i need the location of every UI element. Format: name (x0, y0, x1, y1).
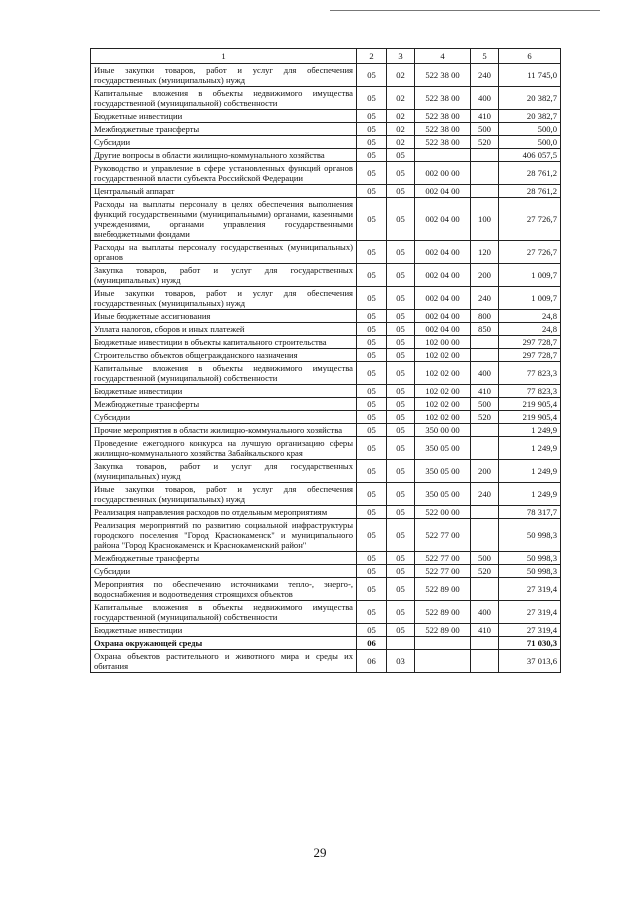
cell-name: Расходы на выплаты персоналу государственных (муниципальных) органов (91, 241, 357, 264)
cell-section: 05 (357, 460, 387, 483)
cell-subsection: 02 (387, 87, 415, 110)
cell-amount: 77 823,3 (499, 385, 561, 398)
cell-target-article: 522 77 00 (415, 519, 471, 552)
cell-section: 05 (357, 110, 387, 123)
table-row (91, 64, 561, 87)
cell-target-article: 002 04 00 (415, 287, 471, 310)
cell-section: 05 (357, 483, 387, 506)
cell-amount: 28 761,2 (499, 185, 561, 198)
cell-name: Охрана окружающей среды (91, 637, 357, 650)
table-row (91, 601, 561, 624)
cell-subsection: 05 (387, 437, 415, 460)
cell-expense-type (471, 185, 499, 198)
cell-subsection: 05 (387, 323, 415, 336)
cell-name: Уплата налогов, сборов и иных платежей (91, 323, 357, 336)
table-row (91, 149, 561, 162)
cell-subsection (387, 637, 415, 650)
cell-amount: 37 013,6 (499, 650, 561, 673)
cell-name: Реализация мероприятий по развитию социальной инфраструктуры городского поселения "Город Краснокаменск" и муниципального района "Город Краснокаменск и Краснокаменский район" (91, 519, 357, 552)
cell-amount: 219 905,4 (499, 411, 561, 424)
cell-expense-type: 400 (471, 362, 499, 385)
table-row (91, 110, 561, 123)
cell-target-article (415, 650, 471, 673)
cell-target-article: 102 00 00 (415, 336, 471, 349)
cell-amount: 27 726,7 (499, 241, 561, 264)
cell-target-article: 522 77 00 (415, 565, 471, 578)
cell-amount: 297 728,7 (499, 336, 561, 349)
cell-name: Расходы на выплаты персоналу в целях обеспечения выполнения функций государственными (муниципальными) органами, казенными учреждениями, органами управления государственными внебюджетными фондами (91, 198, 357, 241)
cell-expense-type (471, 506, 499, 519)
cell-target-article: 522 38 00 (415, 110, 471, 123)
cell-name: Центральный аппарат (91, 185, 357, 198)
cell-amount: 1 249,9 (499, 460, 561, 483)
table-row (91, 460, 561, 483)
cell-amount: 27 319,4 (499, 578, 561, 601)
cell-expense-type (471, 336, 499, 349)
cell-expense-type (471, 519, 499, 552)
cell-name: Межбюджетные трансферты (91, 398, 357, 411)
table-row (91, 398, 561, 411)
cell-name: Иные бюджетные ассигнования (91, 310, 357, 323)
cell-expense-type (471, 437, 499, 460)
table-row (91, 362, 561, 385)
cell-subsection: 05 (387, 624, 415, 637)
cell-expense-type (471, 162, 499, 185)
cell-section: 05 (357, 310, 387, 323)
table-row (91, 385, 561, 398)
table-row (91, 437, 561, 460)
cell-name: Строительство объектов общегражданского назначения (91, 349, 357, 362)
table-row (91, 506, 561, 519)
header-col-6: 6 (499, 49, 561, 64)
cell-subsection: 05 (387, 385, 415, 398)
cell-subsection: 05 (387, 349, 415, 362)
header-col-1: 1 (91, 49, 357, 64)
cell-section: 05 (357, 385, 387, 398)
cell-name: Субсидии (91, 136, 357, 149)
cell-section: 05 (357, 601, 387, 624)
cell-subsection: 03 (387, 650, 415, 673)
cell-name: Иные закупки товаров, работ и услуг для обеспечения государственных (муниципальных) нужд (91, 483, 357, 506)
table-row (91, 552, 561, 565)
cell-target-article: 522 77 00 (415, 552, 471, 565)
cell-subsection: 05 (387, 506, 415, 519)
cell-target-article: 002 04 00 (415, 264, 471, 287)
cell-name: Охрана объектов растительного и животного мира и среды их обитания (91, 650, 357, 673)
cell-amount: 500,0 (499, 136, 561, 149)
cell-expense-type: 500 (471, 552, 499, 565)
cell-subsection: 05 (387, 411, 415, 424)
cell-section: 05 (357, 519, 387, 552)
cell-name: Бюджетные инвестиции (91, 624, 357, 637)
table-row (91, 349, 561, 362)
cell-subsection: 05 (387, 185, 415, 198)
cell-amount: 1 249,9 (499, 424, 561, 437)
cell-expense-type (471, 637, 499, 650)
cell-subsection: 05 (387, 460, 415, 483)
cell-target-article: 350 05 00 (415, 483, 471, 506)
cell-subsection: 05 (387, 198, 415, 241)
cell-name: Капитальные вложения в объекты недвижимого имущества государственной (муниципальной) собственности (91, 87, 357, 110)
cell-section: 05 (357, 149, 387, 162)
cell-expense-type: 520 (471, 136, 499, 149)
cell-amount: 77 823,3 (499, 362, 561, 385)
cell-target-article: 522 38 00 (415, 87, 471, 110)
cell-amount: 27 319,4 (499, 601, 561, 624)
header-col-2: 2 (357, 49, 387, 64)
cell-expense-type (471, 424, 499, 437)
cell-subsection: 05 (387, 552, 415, 565)
cell-section: 05 (357, 411, 387, 424)
cell-target-article: 522 38 00 (415, 123, 471, 136)
table-row (91, 424, 561, 437)
cell-subsection: 05 (387, 578, 415, 601)
cell-expense-type: 120 (471, 241, 499, 264)
cell-section: 05 (357, 87, 387, 110)
cell-amount: 50 998,3 (499, 565, 561, 578)
table-row (91, 519, 561, 552)
cell-amount: 24,8 (499, 310, 561, 323)
cell-name: Проведение ежегодного конкурса на лучшую организацию сферы жилищно-коммунального хозяйства Забайкальского края (91, 437, 357, 460)
cell-amount: 500,0 (499, 123, 561, 136)
cell-subsection: 05 (387, 336, 415, 349)
cell-expense-type: 500 (471, 123, 499, 136)
cell-subsection: 05 (387, 310, 415, 323)
cell-section: 05 (357, 185, 387, 198)
cell-name: Субсидии (91, 565, 357, 578)
cell-section: 05 (357, 198, 387, 241)
cell-target-article: 002 00 00 (415, 162, 471, 185)
cell-target-article: 350 05 00 (415, 460, 471, 483)
cell-subsection: 05 (387, 162, 415, 185)
cell-section: 05 (357, 323, 387, 336)
cell-expense-type: 520 (471, 411, 499, 424)
cell-name: Реализация направления расходов по отдельным мероприятиям (91, 506, 357, 519)
cell-target-article: 522 89 00 (415, 578, 471, 601)
cell-subsection: 05 (387, 362, 415, 385)
cell-target-article: 102 02 00 (415, 398, 471, 411)
cell-amount: 406 057,5 (499, 149, 561, 162)
cell-amount: 11 745,0 (499, 64, 561, 87)
cell-section: 05 (357, 241, 387, 264)
cell-name: Межбюджетные трансферты (91, 552, 357, 565)
cell-amount: 27 726,7 (499, 198, 561, 241)
cell-subsection: 05 (387, 264, 415, 287)
cell-section: 05 (357, 362, 387, 385)
header-col-3: 3 (387, 49, 415, 64)
cell-expense-type: 410 (471, 624, 499, 637)
table-row (91, 162, 561, 185)
table-row (91, 637, 561, 650)
cell-amount: 28 761,2 (499, 162, 561, 185)
cell-section: 05 (357, 398, 387, 411)
cell-section: 05 (357, 437, 387, 460)
cell-section: 05 (357, 162, 387, 185)
cell-subsection: 02 (387, 123, 415, 136)
cell-target-article (415, 149, 471, 162)
cell-section: 05 (357, 136, 387, 149)
header-col-4: 4 (415, 49, 471, 64)
cell-subsection: 02 (387, 136, 415, 149)
cell-section: 05 (357, 506, 387, 519)
table-row (91, 624, 561, 637)
cell-expense-type: 400 (471, 601, 499, 624)
cell-target-article: 522 89 00 (415, 601, 471, 624)
cell-section: 05 (357, 624, 387, 637)
cell-name: Другие вопросы в области жилищно-коммунального хозяйства (91, 149, 357, 162)
table-row (91, 411, 561, 424)
cell-amount: 219 905,4 (499, 398, 561, 411)
cell-expense-type: 240 (471, 483, 499, 506)
cell-name: Капитальные вложения в объекты недвижимого имущества государственной (муниципальной) собственности (91, 362, 357, 385)
cell-amount: 1 009,7 (499, 264, 561, 287)
cell-target-article: 350 05 00 (415, 437, 471, 460)
table-row (91, 336, 561, 349)
cell-subsection: 05 (387, 149, 415, 162)
table-row (91, 264, 561, 287)
cell-amount: 71 030,3 (499, 637, 561, 650)
cell-subsection: 05 (387, 241, 415, 264)
cell-target-article: 522 38 00 (415, 136, 471, 149)
cell-subsection: 05 (387, 519, 415, 552)
table-row (91, 565, 561, 578)
cell-section: 05 (357, 424, 387, 437)
cell-expense-type: 100 (471, 198, 499, 241)
cell-expense-type (471, 650, 499, 673)
cell-target-article: 002 04 00 (415, 185, 471, 198)
cell-name: Межбюджетные трансферты (91, 123, 357, 136)
table-row (91, 136, 561, 149)
cell-amount: 1 009,7 (499, 287, 561, 310)
cell-name: Иные закупки товаров, работ и услуг для обеспечения государственных (муниципальных) нужд (91, 287, 357, 310)
cell-subsection: 05 (387, 565, 415, 578)
table-row (91, 310, 561, 323)
cell-name: Прочие мероприятия в области жилищно-коммунального хозяйства (91, 424, 357, 437)
cell-section: 06 (357, 637, 387, 650)
cell-name: Мероприятия по обеспечению источниками тепло-, энерго-, водоснабжения и водоотведения строящихся объектов (91, 578, 357, 601)
cell-target-article: 102 02 00 (415, 349, 471, 362)
cell-expense-type: 240 (471, 64, 499, 87)
cell-section: 06 (357, 650, 387, 673)
cell-amount: 50 998,3 (499, 519, 561, 552)
cell-amount: 20 382,7 (499, 87, 561, 110)
table-row (91, 198, 561, 241)
cell-name: Закупка товаров, работ и услуг для государственных (муниципальных) нужд (91, 264, 357, 287)
cell-expense-type (471, 578, 499, 601)
table-row (91, 87, 561, 110)
cell-amount: 1 249,9 (499, 437, 561, 460)
cell-target-article: 002 04 00 (415, 241, 471, 264)
cell-target-article: 350 00 00 (415, 424, 471, 437)
cell-amount: 297 728,7 (499, 349, 561, 362)
cell-amount: 27 319,4 (499, 624, 561, 637)
cell-section: 05 (357, 264, 387, 287)
cell-name: Иные закупки товаров, работ и услуг для обеспечения государственных (муниципальных) нужд (91, 64, 357, 87)
cell-target-article: 102 02 00 (415, 411, 471, 424)
cell-target-article: 102 02 00 (415, 385, 471, 398)
table-row (91, 323, 561, 336)
cell-subsection: 05 (387, 287, 415, 310)
cell-section: 05 (357, 64, 387, 87)
table-row (91, 578, 561, 601)
cell-expense-type: 520 (471, 565, 499, 578)
cell-expense-type (471, 349, 499, 362)
cell-target-article: 002 04 00 (415, 310, 471, 323)
budget-table (90, 48, 561, 673)
cell-amount: 50 998,3 (499, 552, 561, 565)
cell-expense-type: 500 (471, 398, 499, 411)
cell-expense-type: 200 (471, 264, 499, 287)
cell-section: 05 (357, 552, 387, 565)
table-row (91, 185, 561, 198)
cell-section: 05 (357, 287, 387, 310)
cell-target-article: 522 89 00 (415, 624, 471, 637)
cell-subsection: 05 (387, 424, 415, 437)
cell-target-article: 522 38 00 (415, 64, 471, 87)
cell-subsection: 05 (387, 398, 415, 411)
cell-section: 05 (357, 336, 387, 349)
cell-subsection: 05 (387, 601, 415, 624)
cell-name: Бюджетные инвестиции (91, 110, 357, 123)
cell-section: 05 (357, 578, 387, 601)
cell-amount: 1 249,9 (499, 483, 561, 506)
cell-expense-type: 850 (471, 323, 499, 336)
cell-name: Бюджетные инвестиции в объекты капитального строительства (91, 336, 357, 349)
cell-name: Субсидии (91, 411, 357, 424)
cell-target-article: 102 02 00 (415, 362, 471, 385)
cell-name: Руководство и управление в сфере установленных функций органов государственной власти субъекта Российской Федерации (91, 162, 357, 185)
table-row (91, 650, 561, 673)
cell-section: 05 (357, 565, 387, 578)
cell-target-article: 522 00 00 (415, 506, 471, 519)
table-row (91, 287, 561, 310)
cell-name: Бюджетные инвестиции (91, 385, 357, 398)
table-row (91, 123, 561, 136)
cell-expense-type: 410 (471, 385, 499, 398)
cell-section: 05 (357, 349, 387, 362)
table-row (91, 241, 561, 264)
cell-amount: 24,8 (499, 323, 561, 336)
cell-subsection: 05 (387, 483, 415, 506)
header-col-5: 5 (471, 49, 499, 64)
cell-subsection: 02 (387, 110, 415, 123)
cell-name: Капитальные вложения в объекты недвижимого имущества государственной (муниципальной) собственности (91, 601, 357, 624)
cell-expense-type: 800 (471, 310, 499, 323)
cell-subsection: 02 (387, 64, 415, 87)
table-header-row (91, 49, 561, 64)
cell-name: Закупка товаров, работ и услуг для государственных (муниципальных) нужд (91, 460, 357, 483)
table-row (91, 483, 561, 506)
cell-expense-type: 410 (471, 110, 499, 123)
top-rule (330, 10, 600, 11)
cell-target-article: 002 04 00 (415, 323, 471, 336)
cell-target-article (415, 637, 471, 650)
cell-section: 05 (357, 123, 387, 136)
cell-expense-type: 200 (471, 460, 499, 483)
cell-expense-type: 400 (471, 87, 499, 110)
cell-amount: 20 382,7 (499, 110, 561, 123)
cell-target-article: 002 04 00 (415, 198, 471, 241)
cell-expense-type: 240 (471, 287, 499, 310)
budget-table-container (90, 48, 560, 673)
cell-expense-type (471, 149, 499, 162)
page-number: 29 (313, 845, 327, 860)
cell-amount: 78 317,7 (499, 506, 561, 519)
